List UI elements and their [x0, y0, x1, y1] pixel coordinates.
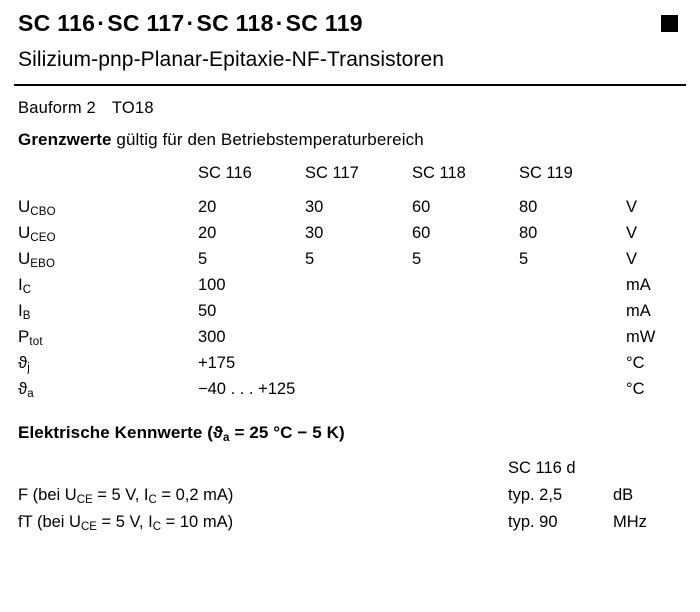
symbol-sub: CEO [30, 231, 56, 244]
electrical-heading-symbol [213, 423, 230, 442]
limits-span-value: 100 [198, 275, 226, 294]
limits-symbol-ptot [18, 327, 198, 353]
limits-value: 80 [519, 223, 538, 242]
desc-sub: CE [76, 493, 93, 506]
limits-value: 5 [305, 249, 315, 268]
table-row [18, 249, 700, 275]
table-row [18, 301, 700, 327]
limits-unit: V [626, 249, 638, 268]
limits-col-unit [626, 164, 700, 197]
electrical-desc-noise [18, 486, 508, 513]
page-title [18, 10, 363, 38]
symbol-base: I [18, 300, 23, 320]
limits-value: 30 [305, 223, 324, 242]
square-marker-icon [661, 15, 678, 32]
symbol-sub: B [22, 309, 31, 322]
limits-value: 60 [412, 197, 431, 216]
symbol-base: ϑ [18, 378, 28, 398]
limits-value: 20 [198, 223, 217, 242]
table-row [18, 223, 700, 249]
bauform-line [18, 99, 682, 118]
desc-sub: CE [80, 520, 97, 533]
page-header [0, 0, 700, 72]
page-subtitle: Silizium-pnp-Planar-Epitaxie-NF-Transistoren [18, 47, 445, 71]
desc-mid: = 5 V, I [92, 485, 149, 504]
symbol-sub: j [27, 361, 31, 374]
limits-value: 30 [305, 197, 324, 216]
desc-mid: = 5 V, I [96, 512, 153, 531]
limits-symbol-ic [18, 275, 198, 301]
electrical-typ-value: typ. 2,5 [508, 485, 563, 504]
page-body [0, 99, 700, 540]
limits-symbol-theta-a [18, 379, 198, 405]
electrical-unit: MHz [613, 512, 647, 531]
limits-symbol-uebo [18, 249, 198, 275]
limits-span-value: 50 [198, 301, 217, 320]
limits-unit: mA [626, 301, 651, 320]
desc-sub: C [148, 493, 157, 506]
desc-suffix: = 0,2 mA) [156, 485, 234, 504]
limits-symbol-ucbo [18, 197, 198, 223]
desc-sub: C [152, 520, 162, 533]
limits-unit: °C [626, 353, 645, 372]
title-part-2: SC 117 [107, 10, 185, 36]
electrical-heading-prefix: Elektrische Kennwerte ( [18, 422, 214, 442]
electrical-unit-header [613, 459, 683, 486]
limits-unit: mW [626, 327, 656, 346]
table-row [18, 327, 700, 353]
symbol-sub: CBO [30, 205, 56, 218]
limits-col-sc116: SC 116 [198, 163, 252, 182]
electrical-table [18, 459, 683, 540]
limits-unit: V [626, 223, 638, 242]
limits-col-sc118: SC 118 [412, 163, 466, 182]
table-row [18, 513, 683, 540]
header-divider [14, 84, 686, 86]
symbol-base: U [18, 196, 31, 216]
symbol-sub: tot [29, 335, 43, 348]
limits-col-sc119: SC 119 [519, 163, 573, 182]
table-row [18, 379, 700, 405]
limits-value: 5 [519, 249, 529, 268]
limits-unit: °C [626, 379, 645, 398]
desc-prefix: fT (bei U [18, 512, 81, 531]
limits-header-row [18, 164, 700, 197]
limits-value: 60 [412, 223, 431, 242]
limits-header-blank [18, 164, 198, 197]
limits-unit: V [626, 197, 638, 216]
symbol-base: I [18, 274, 23, 294]
symbol-base: ϑ [213, 422, 224, 442]
electrical-heading [18, 423, 682, 443]
limits-span-value: 300 [198, 327, 226, 346]
bauform-label: Bauform 2 [18, 98, 96, 117]
symbol-sub: a [27, 387, 34, 400]
limits-heading [18, 130, 682, 150]
limits-value: 5 [198, 249, 208, 268]
electrical-heading-suffix: = 25 °C − 5 K) [229, 422, 345, 442]
electrical-type-header: SC 116 d [508, 458, 576, 477]
bauform-value: TO18 [111, 98, 154, 117]
electrical-header-blank [18, 459, 508, 486]
title-sep-2: · [186, 10, 195, 36]
title-sep-3: · [275, 10, 284, 36]
desc-suffix: = 10 mA) [161, 512, 234, 531]
limits-value: 5 [412, 249, 422, 268]
electrical-header-row [18, 459, 683, 486]
limits-value: 20 [198, 197, 217, 216]
title-part-1: SC 116 [18, 10, 96, 36]
symbol-sub: a [223, 431, 230, 444]
limits-span-value: +175 [198, 353, 236, 372]
limits-span-value: −40 . . . +125 [198, 379, 296, 398]
limits-table [18, 164, 700, 405]
limits-heading-rest: gültig für den Betriebstemperaturbereich [111, 129, 424, 149]
title-sep-1: · [97, 10, 106, 36]
symbol-base: ϑ [18, 352, 28, 372]
title-part-4: SC 119 [285, 10, 363, 36]
electrical-typ-value: typ. 90 [508, 512, 558, 531]
limits-heading-bold: Grenzwerte [18, 129, 112, 149]
electrical-desc-ft [18, 513, 508, 540]
symbol-base: U [18, 248, 31, 268]
limits-symbol-ib [18, 301, 198, 327]
desc-prefix: F (bei U [18, 485, 77, 504]
limits-symbol-uceo [18, 223, 198, 249]
limits-col-sc117: SC 117 [305, 163, 359, 182]
table-row [18, 275, 700, 301]
limits-value: 80 [519, 197, 538, 216]
electrical-unit: dB [613, 485, 634, 504]
limits-symbol-theta-j [18, 353, 198, 379]
symbol-base: P [18, 326, 30, 346]
title-line [18, 10, 682, 38]
limits-unit: mA [626, 275, 651, 294]
table-row [18, 353, 700, 379]
symbol-sub: EBO [30, 257, 56, 270]
table-row [18, 197, 700, 223]
symbol-base: U [18, 222, 31, 242]
title-part-3: SC 118 [196, 10, 274, 36]
table-row [18, 486, 683, 513]
symbol-sub: C [22, 283, 32, 296]
